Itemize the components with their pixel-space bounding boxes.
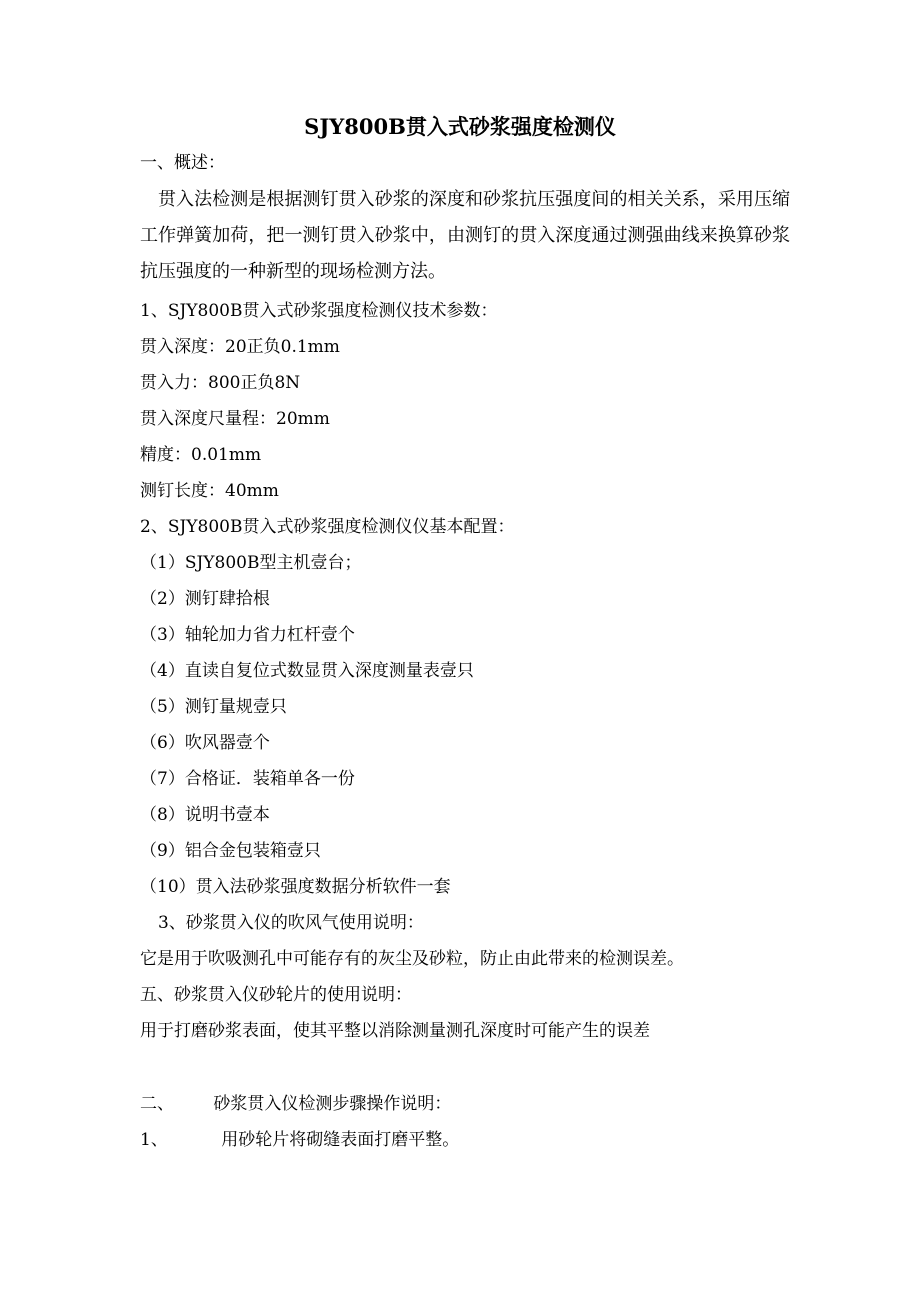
overview-heading: 一、概述： xyxy=(140,153,225,173)
section3-heading: 3、砂浆贯入仪的吹风气使用说明： xyxy=(158,913,424,933)
config-item: （10）贯入法砂浆强度数据分析软件一套 xyxy=(140,877,451,897)
section5-text: 用于打磨砂浆表面，使其平整以消除测量测孔深度时可能产生的误差 xyxy=(140,1021,650,1041)
step-1 xyxy=(140,1127,459,1153)
param-item: 精度：0.01mm xyxy=(140,445,262,465)
section-two-heading xyxy=(140,1091,451,1117)
config-item: （4）直读自复位式数显贯入深度测量表壹只 xyxy=(140,661,474,681)
section1-heading: 1、SJY800B贯入式砂浆强度检测仪技术参数： xyxy=(140,301,498,321)
config-item: （6）吹风器壹个 xyxy=(140,733,270,753)
overview-paragraph: 贯入法检测是根据测钉贯入砂浆的深度和砂浆抗压强度间的相关关系，采用压缩工作弹簧加荷，把一测钉贯入砂浆中，由测钉的贯入深度通过测强曲线来换算砂浆抗压强度的一种新型的现场检测方法。 xyxy=(140,189,790,282)
document-title: SJY800B贯入式砂浆强度检测仪 xyxy=(304,114,616,139)
config-item: （1）SJY800B型主机壹台； xyxy=(140,553,362,573)
config-item: （7）合格证．装箱单各一份 xyxy=(140,769,355,789)
step-1-number: 1、 xyxy=(140,1130,168,1150)
section5-heading: 五、砂浆贯入仪砂轮片的使用说明： xyxy=(140,985,412,1005)
param-item: 贯入力：800正负8N xyxy=(140,373,301,393)
section-two-text: 砂浆贯入仪检测步骤操作说明： xyxy=(213,1094,452,1114)
param-item: 测钉长度：40mm xyxy=(140,481,279,501)
section3-text: 它是用于吹吸测孔中可能存有的灰尘及砂粒，防止由此带来的检测误差。 xyxy=(140,949,684,969)
config-item: （5）测钉量规壹只 xyxy=(140,697,287,717)
config-item: （9）铝合金包装箱壹只 xyxy=(140,841,321,861)
config-item: （2）测钉肆拾根 xyxy=(140,589,270,609)
config-item: （8）说明书壹本 xyxy=(140,805,270,825)
config-item: （3）轴轮加力省力杠杆壹个 xyxy=(140,625,355,645)
section2-heading: 2、SJY800B贯入式砂浆强度检测仪仪基本配置： xyxy=(140,517,515,537)
param-item: 贯入深度：20正负0.1mm xyxy=(140,337,340,357)
param-item: 贯入深度尺量程：20mm xyxy=(140,409,330,429)
section-two-number: 二、 xyxy=(140,1094,174,1114)
step-1-text: 用砂轮片将砌缝表面打磨平整。 xyxy=(221,1130,460,1150)
